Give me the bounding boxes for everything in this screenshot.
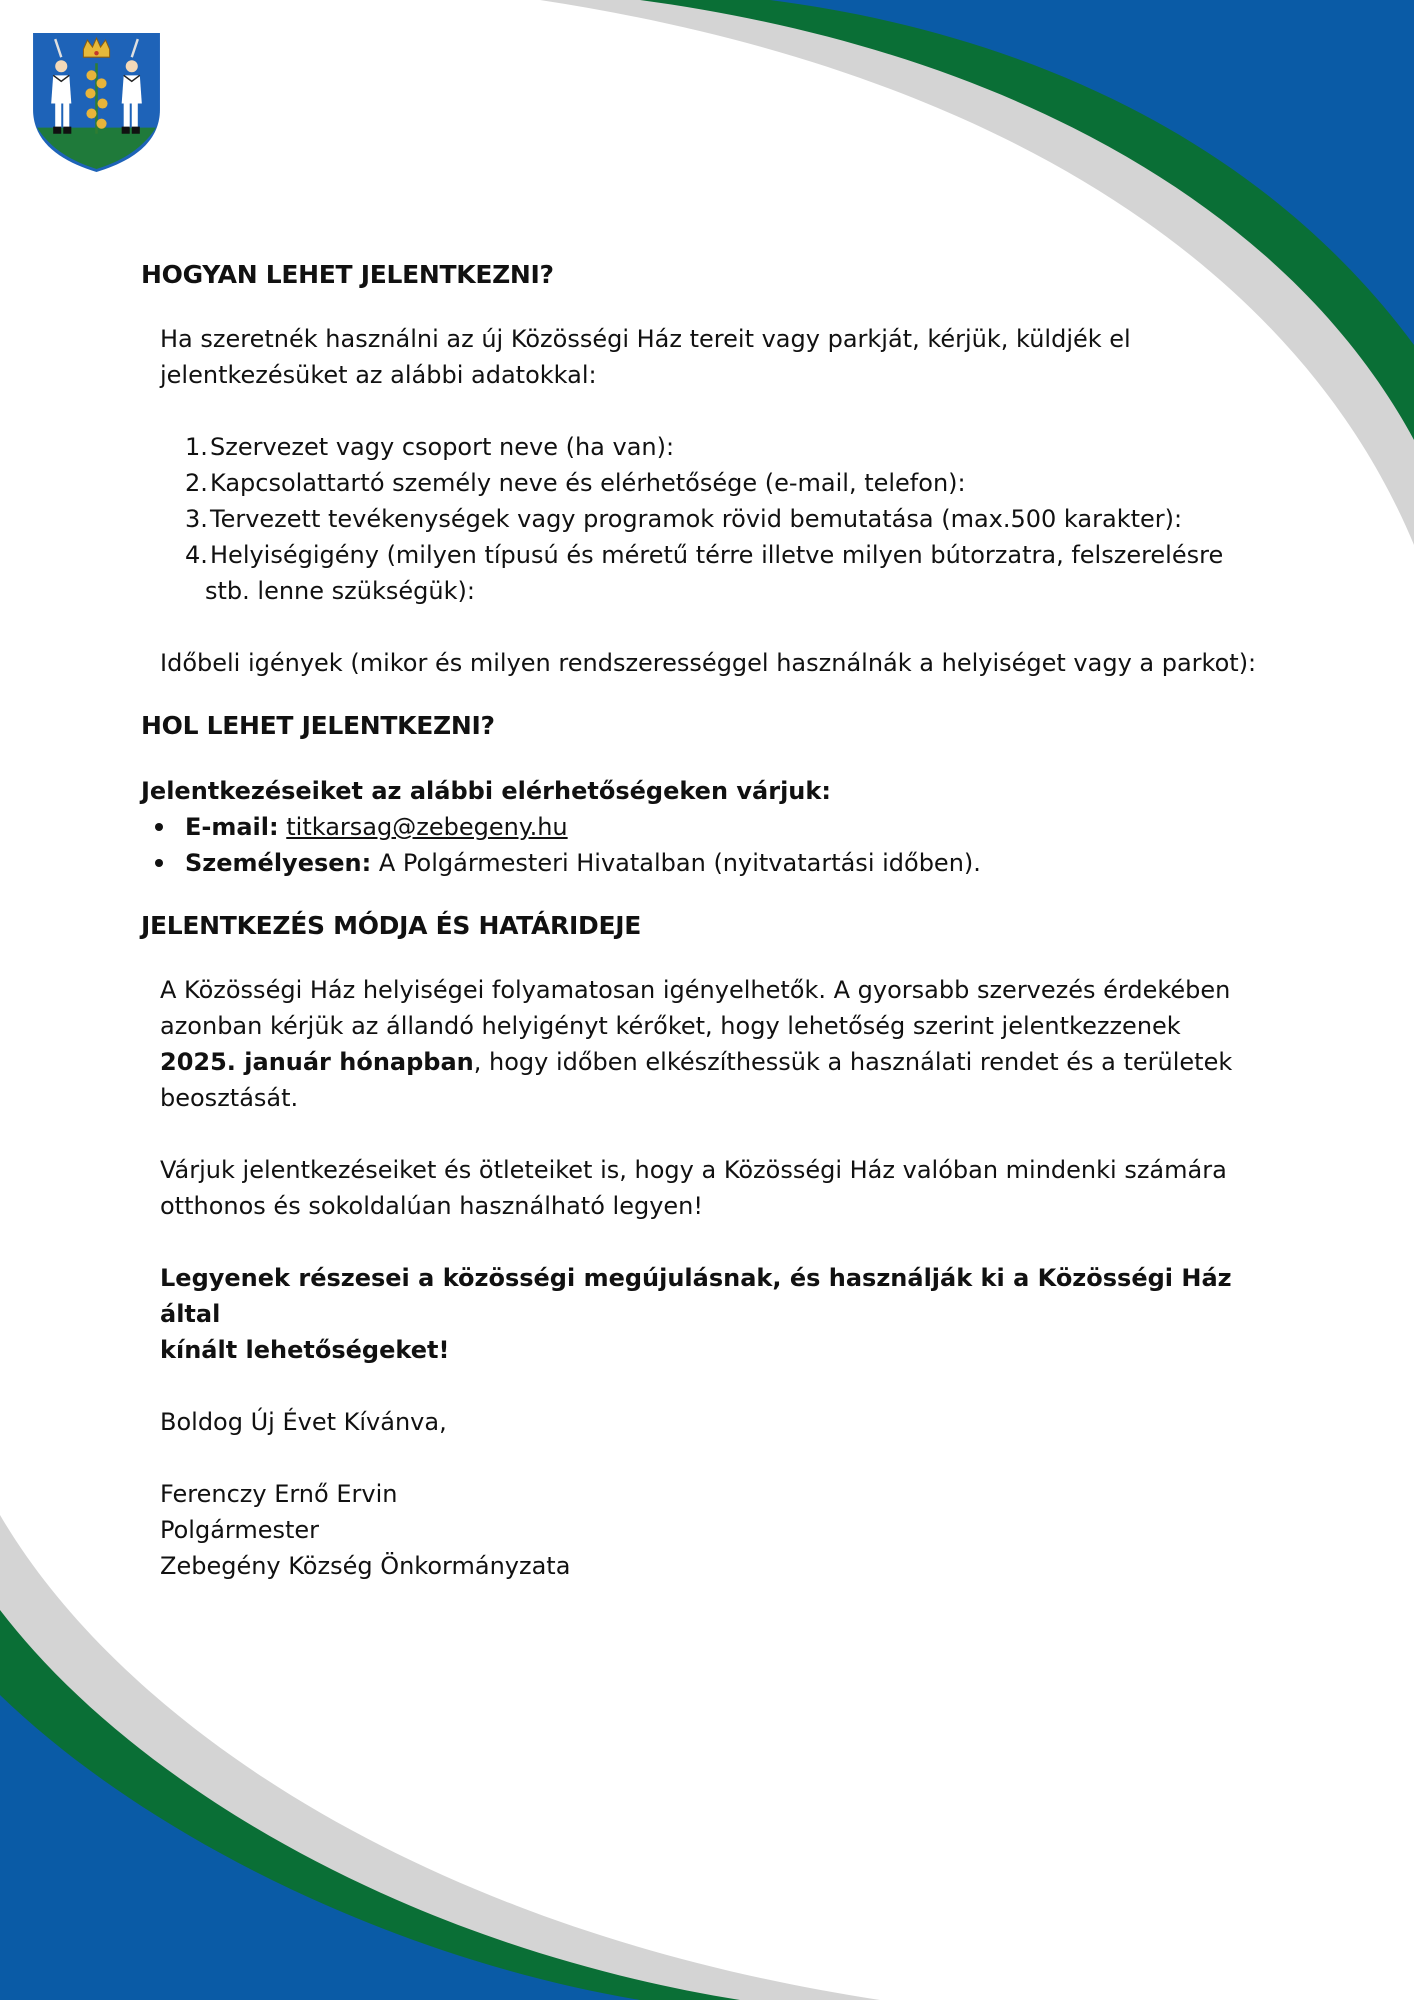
personal-label: Személyesen: [185, 849, 372, 877]
list-item [141, 465, 1261, 501]
list-item-text: Szervezet vagy csoport neve (ha van): [210, 433, 675, 461]
paragraph-text: , hogy időben elkészíthessük a használati rendet és a területek [473, 1048, 1233, 1076]
time-needs-line: Időbeli igények (mikor és milyen rendszerességgel használnák a helyiséget vagy a parkot): [160, 649, 1257, 677]
coat-of-arms-icon [31, 31, 162, 172]
list-item-text: stb. lenne szükségük): [205, 577, 475, 605]
signature-title: Polgármester [160, 1516, 320, 1544]
personal-text: A Polgármesteri Hivatalban (nyitvatartási időben). [378, 849, 981, 877]
list-item-text: Helyiségigény (milyen típusú és méretű térre illetve milyen bútorzatra, felszerelésre [210, 541, 1224, 569]
section-heading-method-and-deadline: JELENTKEZÉS MÓDJA ÉS HATÁRIDEJE [141, 911, 642, 940]
email-label: E-mail: [185, 813, 279, 841]
signature-organization: Zebegény Község Önkormányzata [160, 1552, 571, 1580]
section-heading-where-to-apply: HOL LEHET JELENTKEZNI? [141, 711, 495, 740]
intro-line: Ha szeretnék használni az új Közösségi Ház tereit vagy parkját, kérjük, küldjék el [160, 325, 1131, 353]
contact-personal-item [141, 845, 1261, 881]
signature-name: Ferenczy Ernő Ervin [160, 1480, 398, 1508]
contact-list [141, 809, 1261, 881]
intro-paragraph [141, 321, 1261, 393]
list-number: 4. [185, 541, 208, 569]
list-item-text: Kapcsolattartó személy neve és elérhetősége (e-mail, telefon): [210, 469, 966, 497]
list-number: 1. [185, 433, 208, 461]
paragraph-line [160, 1044, 1261, 1080]
list-item [141, 429, 1261, 465]
call-to-action-paragraph [141, 1260, 1261, 1368]
paragraph-line: azonban kérjük az állandó helyigényt kérőket, hogy lehetőség szerint jelentkezzenek [160, 1012, 1181, 1040]
list-number: 3. [185, 505, 208, 533]
greeting: Boldog Új Évet Kívánva, [160, 1408, 447, 1436]
paragraph-line: otthonos és sokoldalúan használható legyen! [160, 1192, 703, 1220]
letter-body [141, 258, 1261, 1584]
list-item [141, 501, 1261, 537]
list-item-text: Tervezett tevékenységek vagy programok rövid bemutatása (max.500 karakter): [210, 505, 1183, 533]
contact-email-item [141, 809, 1261, 845]
signature-block [141, 1476, 1261, 1584]
invitation-paragraph [141, 1152, 1261, 1224]
section-heading-how-to-apply: HOGYAN LEHET JELENTKEZNI? [141, 260, 554, 289]
intro-line: jelentkezésüket az alábbi adatokkal: [160, 361, 597, 389]
list-item [141, 537, 1261, 573]
paragraph-line: Várjuk jelentkezéseiket és ötleteiket is, hogy a Közösségi Ház valóban mindenki számára [160, 1156, 1227, 1184]
deadline-paragraph [141, 972, 1261, 1116]
paragraph-line: A Közösségi Ház helyiségei folyamatosan igényelhetők. A gyorsabb szervezés érdekében [160, 976, 1231, 1004]
email-link[interactable]: titkarsag@zebegeny.hu [286, 813, 568, 841]
paragraph-line: beosztását. [160, 1084, 299, 1112]
deadline-date: 2025. január hónapban [160, 1048, 474, 1076]
paragraph-line: Legyenek részesei a közösségi megújulásnak, és használják ki a Közösségi Ház által [160, 1264, 1232, 1328]
contact-intro: Jelentkezéseiket az alábbi elérhetőségeken várjuk: [141, 777, 831, 805]
list-number: 2. [185, 469, 208, 497]
list-item-continuation [141, 573, 1261, 609]
required-data-list [141, 429, 1261, 609]
paragraph-line: kínált lehetőségeket! [160, 1336, 450, 1364]
